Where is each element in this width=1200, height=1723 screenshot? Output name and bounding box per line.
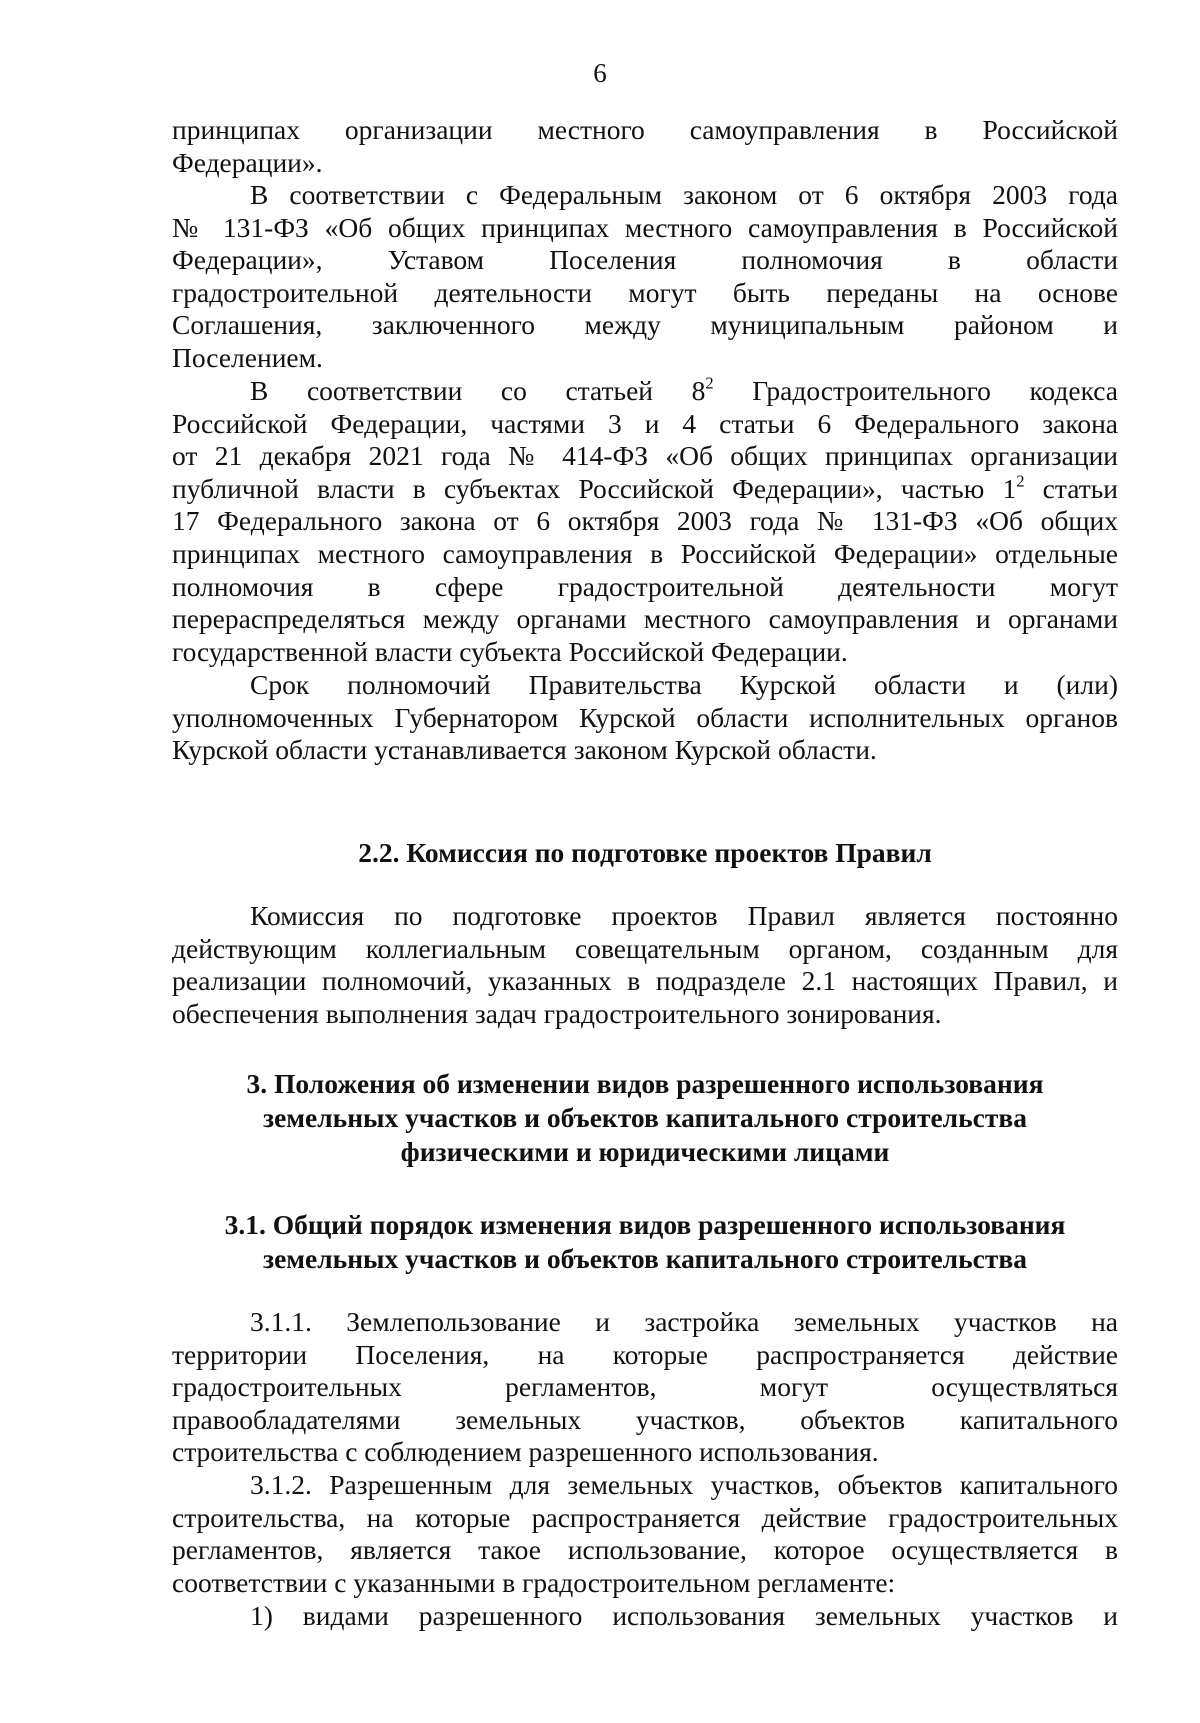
text-line: 3.1.2. Разрешенным для земельных участков, объектов капитального bbox=[250, 1469, 1118, 1500]
text-line: 3.1.1. Землепользование и застройка земельных участков на bbox=[250, 1306, 1118, 1337]
paragraph-redistribution bbox=[172, 375, 1118, 668]
text-fragment: статьи bbox=[1024, 472, 1118, 504]
paragraph-law-131 bbox=[172, 179, 1118, 375]
text-line: принципах местного самоуправления в Российской Федерации» отдельные bbox=[172, 537, 1118, 569]
text-line: Поселением. bbox=[172, 341, 323, 373]
text-line: полномочия в сфере градостроительной деятельности могут bbox=[172, 570, 1118, 602]
text-line bbox=[172, 375, 1118, 408]
text-line: Соглашения, заключенного между муниципальным районом и bbox=[172, 309, 1118, 341]
superscript: 2 bbox=[705, 373, 714, 393]
heading-line: 3.1. Общий порядок изменения видов разрешенного использования bbox=[224, 1209, 1066, 1240]
heading-line: земельных участков и объектов капитального строительства bbox=[263, 1243, 1027, 1274]
text-line: В соответствии с Федеральным законом от 6 октября 2003 года bbox=[250, 179, 1118, 210]
text-line: от 21 декабря 2021 года № 414-ФЗ «Об общих принципах организации bbox=[172, 440, 1118, 472]
text-line: градостроительных регламентов, могут осуществляться bbox=[172, 1371, 1118, 1403]
text-fragment: В соответствии со статьей 8 bbox=[250, 375, 706, 406]
text-line: государственной власти субъекта Российской Федерации. bbox=[172, 635, 848, 667]
heading-line: земельных участков и объектов капитального строительства bbox=[263, 1102, 1027, 1133]
list-item-1 bbox=[172, 1600, 1118, 1633]
heading-line: 2.2. Комиссия по подготовке проектов Правил bbox=[358, 837, 932, 868]
text-line: перераспределяться между органами местного самоуправления и органами bbox=[172, 603, 1118, 635]
text-line: регламентов, является такое использование, которое осуществляется в bbox=[172, 1534, 1118, 1566]
paragraph-3-1-1 bbox=[172, 1306, 1118, 1469]
paragraph-term bbox=[172, 669, 1118, 767]
text-line: Курской области устанавливается законом Курской области. bbox=[172, 734, 877, 766]
text-fragment: публичной власти в субъектах Российской Федерации», частью 1 bbox=[172, 472, 1017, 504]
page-number: 6 bbox=[593, 58, 607, 88]
text-fragment: Градостроительного кодекса bbox=[713, 375, 1118, 406]
text-line: принципах организации местного самоуправления в Российской bbox=[172, 114, 1118, 145]
section-heading-2-2 bbox=[140, 836, 1150, 870]
paragraph-3-1-2 bbox=[172, 1469, 1118, 1599]
text-line: Комиссия по подготовке проектов Правил является постоянно bbox=[250, 900, 1118, 931]
text-line: уполномоченных Губернатором Курской области исполнительных органов bbox=[172, 701, 1118, 733]
text-line: обеспечения выполнения задач градостроительного зонирования. bbox=[172, 997, 942, 1029]
heading-line: физическими и юридическими лицами bbox=[400, 1136, 890, 1167]
text-line: градостроительной деятельности могут быть переданы на основе bbox=[172, 276, 1118, 308]
text-line: 17 Федерального закона от 6 октября 2003 года № 131-ФЗ «Об общих bbox=[172, 505, 1118, 537]
text-line: реализации полномочий, указанных в подразделе 2.1 настоящих Правил, и bbox=[172, 965, 1118, 997]
text-line: соответствии с указанными в градостроительном регламенте: bbox=[172, 1566, 896, 1598]
heading-line: 3. Положения об изменении видов разрешенного использования bbox=[246, 1068, 1044, 1099]
section-heading-3-1 bbox=[140, 1208, 1150, 1276]
paragraph-continuation bbox=[172, 114, 1118, 179]
text-line: Федерации», Уставом Поселения полномочия в области bbox=[172, 244, 1118, 276]
text-line: строительства, на которые распространяется действие градостроительных bbox=[172, 1501, 1118, 1533]
text-line: Срок полномочий Правительства Курской области и (или) bbox=[250, 669, 1118, 700]
superscript: 2 bbox=[1016, 471, 1025, 491]
text-line: действующим коллегиальным совещательным органом, созданным для bbox=[172, 932, 1118, 964]
section-heading-3 bbox=[140, 1067, 1150, 1169]
text-line: Российской Федерации, частями 3 и 4 статьи 6 Федерального закона bbox=[172, 407, 1118, 439]
paragraph-commission bbox=[172, 900, 1118, 1030]
text-line bbox=[172, 473, 1118, 506]
text-line: 1) видами разрешенного использования земельных участков и bbox=[250, 1600, 1118, 1631]
text-line: правообладателями земельных участков, объектов капитального bbox=[172, 1403, 1118, 1435]
text-line: Федерации». bbox=[172, 146, 323, 178]
text-line: № 131-ФЗ «Об общих принципах местного самоуправления в Российской bbox=[172, 211, 1118, 243]
text-line: строительства с соблюдением разрешенного использования. bbox=[172, 1436, 879, 1468]
text-line: территории Поселения, на которые распространяется действие bbox=[172, 1338, 1118, 1370]
